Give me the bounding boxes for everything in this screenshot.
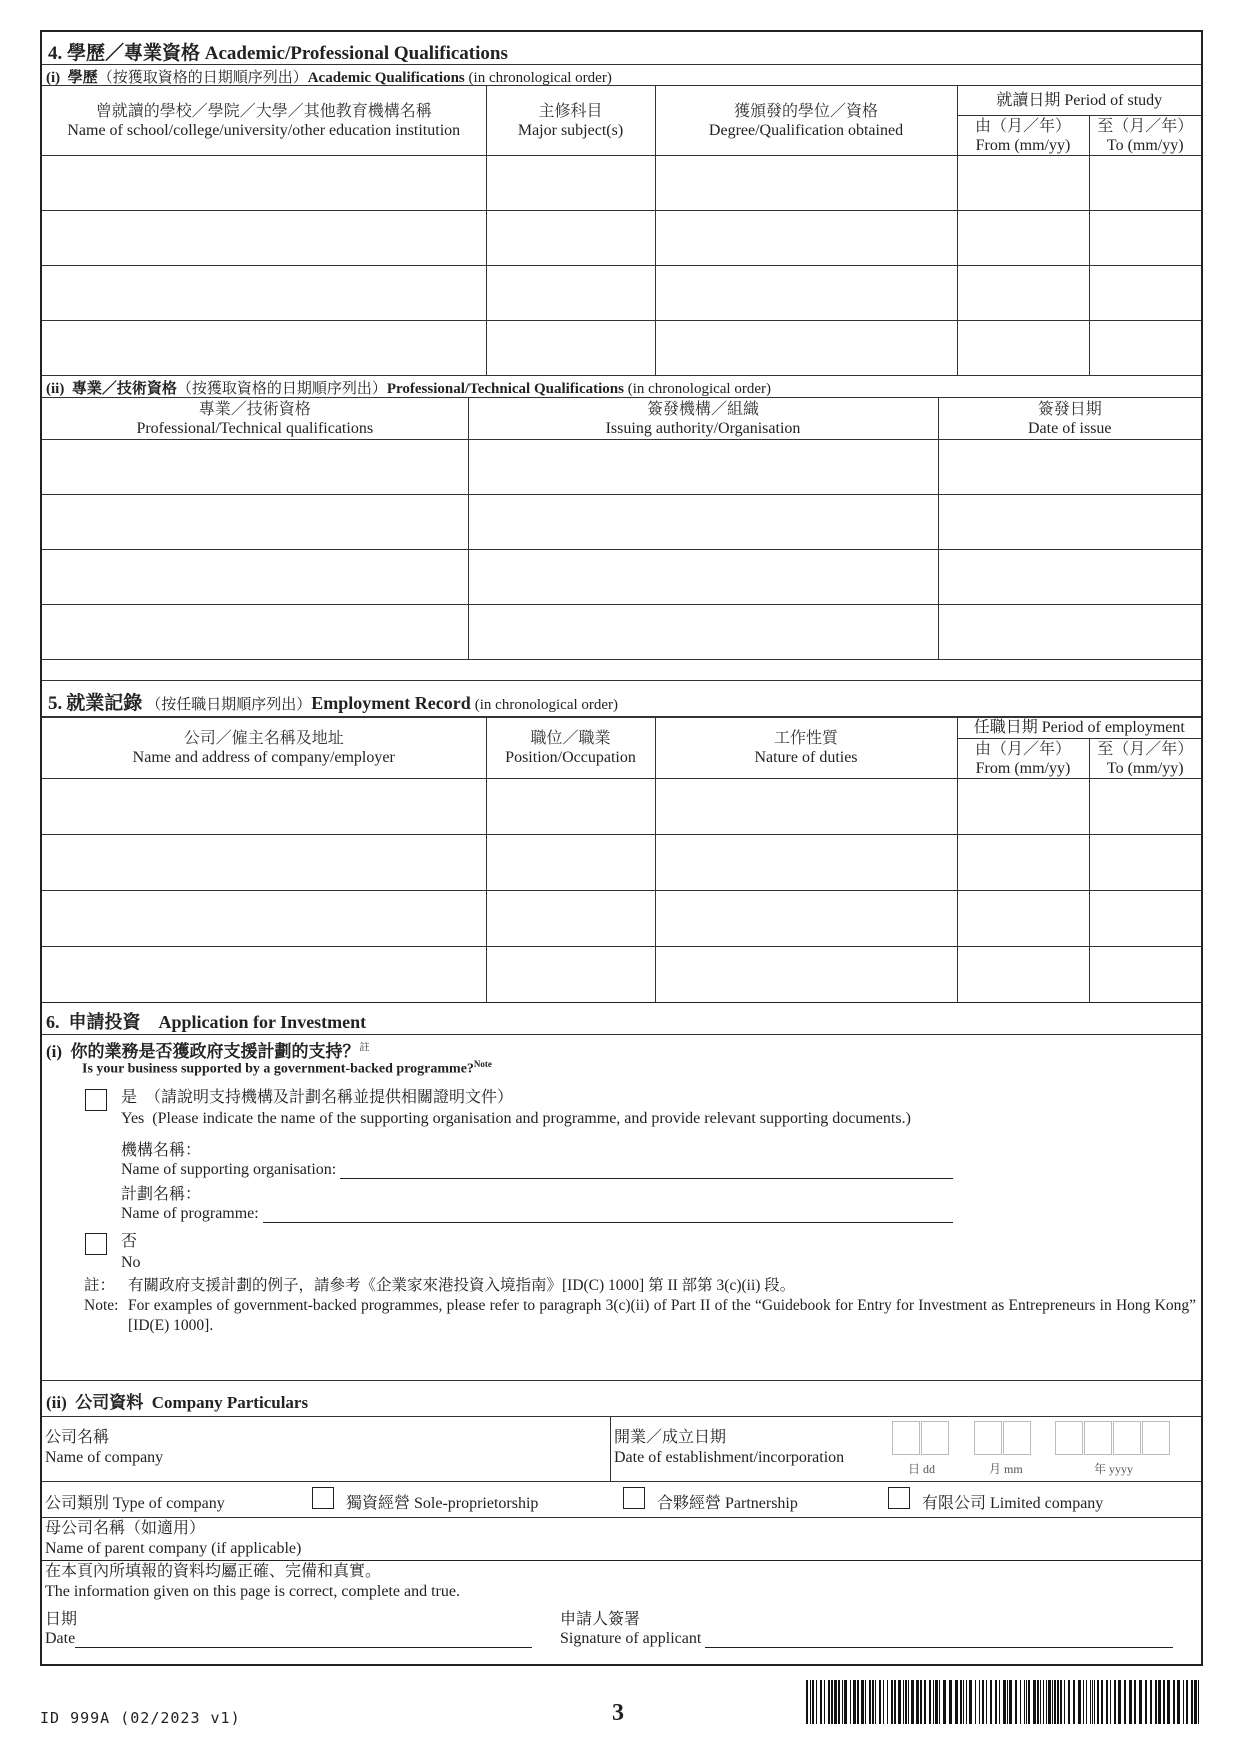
professional-input-authority[interactable]	[468, 440, 938, 495]
table-row	[42, 891, 1201, 947]
partnership-label: 合夥經營 Partnership	[657, 1495, 798, 1512]
academic-col-to: 至（月／年） To (mm/yy)	[1089, 116, 1201, 156]
note-label-zh: 註：	[84, 1277, 116, 1294]
employment-input-from[interactable]	[957, 779, 1089, 835]
signature-label-en: Signature of applicant	[560, 1630, 702, 1647]
section-4ii-title-zh: 專業／技術資格	[71, 381, 177, 397]
establishment-label-zh: 開業／成立日期	[614, 1429, 727, 1446]
page-number: 3	[612, 1700, 624, 1726]
professional-table	[42, 397, 1201, 660]
limited-company-checkbox[interactable]	[888, 1487, 910, 1509]
table-row	[42, 779, 1201, 835]
note-text-zh: 有關政府支援計劃的例子，請參考《企業家來港投資入境指南》[ID(C) 1000] 第 II 部第 3(c)(ii) 段。	[128, 1277, 796, 1294]
yes-label-en: Yes (Please indicate the name of the supporting organisation and programme, and provide relevant supporting documents.)	[121, 1110, 911, 1127]
academic-input-to[interactable]	[1089, 211, 1201, 266]
sole-proprietorship-checkbox[interactable]	[312, 1487, 334, 1509]
employment-input-duties[interactable]	[655, 947, 957, 1003]
employment-input-position[interactable]	[486, 891, 655, 947]
section-4ii-header	[42, 375, 1201, 398]
section-4i-title-en: Academic Qualifications	[307, 70, 465, 86]
parent-company-row[interactable]	[42, 1517, 1201, 1561]
employment-input-company[interactable]	[42, 835, 486, 891]
programme-label-zh: 計劃名稱：	[121, 1186, 202, 1203]
professional-input-authority[interactable]	[468, 550, 938, 605]
declaration-zh: 在本頁內所填報的資料均屬正確、完備和真實。	[45, 1563, 382, 1580]
academic-table	[42, 85, 1201, 376]
professional-col-date: 簽發日期 Date of issue	[938, 398, 1201, 440]
employment-input-duties[interactable]	[655, 835, 957, 891]
company-type-row	[42, 1481, 1201, 1518]
employment-input-company[interactable]	[42, 891, 486, 947]
academic-input-major[interactable]	[486, 321, 655, 376]
section-4i-note-en: (in chronological order)	[468, 70, 612, 86]
question-note-mark-en: Note	[473, 1059, 492, 1069]
section-6ii-number: (ii)	[46, 1393, 67, 1412]
no-label-zh: 否	[121, 1233, 138, 1250]
employment-input-from[interactable]	[957, 947, 1089, 1003]
section-6-number: 6.	[46, 1012, 60, 1032]
table-row	[42, 835, 1201, 891]
section-4ii-number: (ii)	[46, 381, 65, 397]
table-row	[42, 211, 1201, 266]
employment-input-duties[interactable]	[655, 779, 957, 835]
academic-input-from[interactable]	[957, 211, 1089, 266]
academic-input-to[interactable]	[1089, 321, 1201, 376]
parent-company-label-en: Name of parent company (if applicable)	[45, 1540, 302, 1557]
date-input[interactable]	[75, 1631, 532, 1648]
table-row	[42, 440, 1201, 495]
section-6ii-header	[42, 1380, 1201, 1417]
academic-col-from: 由（月／年） From (mm/yy)	[957, 116, 1089, 156]
company-type-label: 公司類別 Type of company	[45, 1495, 225, 1512]
employment-input-to[interactable]	[1089, 947, 1201, 1003]
question-en: Is your business supported by a government-backed programme?	[82, 1061, 474, 1077]
employment-input-to[interactable]	[1089, 891, 1201, 947]
no-label-en: No	[121, 1254, 141, 1271]
employment-input-company[interactable]	[42, 947, 486, 1003]
programme-input[interactable]	[263, 1206, 953, 1223]
section-4-title-en: Academic/Professional Qualifications	[204, 43, 508, 64]
professional-input-date[interactable]	[938, 605, 1201, 660]
section-4i-header	[42, 64, 1201, 86]
section-4i-number: (i)	[46, 70, 61, 86]
employment-input-position[interactable]	[486, 779, 655, 835]
table-row	[42, 321, 1201, 376]
barcode-icon	[806, 1680, 1201, 1724]
academic-input-institution[interactable]	[42, 321, 486, 376]
org-input[interactable]	[340, 1162, 953, 1179]
table-row	[42, 605, 1201, 660]
employment-col-company: 公司／僱主名稱及地址 Name and address of company/employer	[42, 717, 486, 779]
parent-company-label-zh: 母公司名稱（如適用）	[45, 1520, 206, 1537]
section-4ii-title-en: Professional/Technical Qualifications	[386, 381, 624, 397]
partnership-checkbox[interactable]	[623, 1487, 645, 1509]
professional-input-qualification[interactable]	[42, 440, 468, 495]
section-4i-title-zh: 學歷	[67, 70, 98, 86]
signature-label-zh: 申請人簽署	[560, 1611, 641, 1628]
employment-input-from[interactable]	[957, 835, 1089, 891]
establishment-label-en: Date of establishment/incorporation	[614, 1449, 845, 1466]
section-4-title-zh: 學歷／專業資格	[67, 43, 201, 64]
professional-input-qualification[interactable]	[42, 550, 468, 605]
org-label-zh: 機構名稱：	[121, 1142, 202, 1159]
professional-col-authority: 簽發機構／組織 Issuing authority/Organisation	[468, 398, 938, 440]
table-row	[42, 495, 1201, 550]
employment-input-position[interactable]	[486, 947, 655, 1003]
date-label-en: Date	[45, 1630, 76, 1647]
section-4ii-note-en: (in chronological order)	[627, 381, 771, 397]
sole-proprietorship-label: 獨資經營 Sole-proprietorship	[346, 1495, 539, 1512]
academic-input-major[interactable]	[486, 266, 655, 321]
academic-input-institution[interactable]	[42, 266, 486, 321]
table-row	[42, 156, 1201, 211]
employment-input-from[interactable]	[957, 891, 1089, 947]
academic-input-from[interactable]	[957, 266, 1089, 321]
company-name-field[interactable]	[42, 1416, 611, 1481]
professional-input-authority[interactable]	[468, 605, 938, 660]
employment-input-to[interactable]	[1089, 835, 1201, 891]
academic-col-period: 就讀日期 Period of study	[957, 86, 1201, 116]
date-yyyy-label: 年 yyyy	[1094, 1462, 1134, 1476]
org-label-en: Name of supporting organisation:	[121, 1161, 337, 1178]
employment-col-duties: 工作性質 Nature of duties	[655, 717, 957, 779]
academic-input-degree[interactable]	[655, 156, 957, 211]
signature-input[interactable]	[705, 1631, 1173, 1648]
employment-col-position: 職位／職業 Position/Occupation	[486, 717, 655, 779]
date-yyyy-boxes[interactable]	[1055, 1421, 1171, 1460]
professional-input-qualification[interactable]	[42, 605, 468, 660]
academic-input-to[interactable]	[1089, 266, 1201, 321]
date-mm-label: 月 mm	[989, 1462, 1023, 1476]
section-6ii-title-zh: 公司資料	[75, 1393, 144, 1412]
employment-col-to: 至（月／年） To (mm/yy)	[1089, 739, 1201, 779]
professional-input-authority[interactable]	[468, 495, 938, 550]
professional-col-qualification: 專業／技術資格 Professional/Technical qualifications	[42, 398, 468, 440]
section-5-note-zh: （按任職日期順序列出）	[146, 697, 312, 713]
employment-input-position[interactable]	[486, 835, 655, 891]
academic-input-institution[interactable]	[42, 156, 486, 211]
professional-input-qualification[interactable]	[42, 495, 468, 550]
question-zh: 你的業務是否獲政府支援計劃的支持？	[70, 1042, 360, 1061]
table-row	[42, 266, 1201, 321]
section-6ii-title-en: Company Particulars	[151, 1393, 309, 1412]
declaration-en: The information given on this page is correct, complete and true.	[45, 1583, 460, 1600]
section-4i-note-zh: （按獲取資格的日期順序列出）	[97, 70, 308, 86]
company-name-label-en: Name of company	[45, 1449, 164, 1466]
section-6-title-en: Application for Investment	[158, 1012, 367, 1032]
academic-col-degree: 獲頒發的學位／資格 Degree/Qualification obtained	[655, 86, 957, 156]
employment-input-to[interactable]	[1089, 779, 1201, 835]
section-6i-number: (i)	[46, 1042, 63, 1061]
section-4ii-note-zh: （按獲取資格的日期順序列出）	[176, 381, 387, 397]
form-frame	[40, 30, 1203, 1666]
section-6i	[42, 1033, 1201, 1381]
academic-input-degree[interactable]	[655, 211, 957, 266]
academic-input-institution[interactable]	[42, 211, 486, 266]
note-label-en: Note:	[84, 1297, 119, 1314]
section-5-number: 5.	[48, 693, 63, 714]
academic-input-degree[interactable]	[655, 321, 957, 376]
academic-input-from[interactable]	[957, 321, 1089, 376]
academic-input-from[interactable]	[957, 156, 1089, 211]
no-checkbox[interactable]	[85, 1233, 107, 1255]
academic-input-major[interactable]	[486, 211, 655, 266]
question-note-mark-zh: 註	[359, 1042, 370, 1054]
section-4-number: 4.	[48, 43, 63, 64]
company-name-label-zh: 公司名稱	[45, 1429, 110, 1446]
section-5-header	[42, 680, 1201, 718]
date-mm-boxes[interactable]	[974, 1421, 1032, 1460]
note-block	[84, 1276, 1196, 1336]
section-6-header	[42, 1002, 1201, 1035]
academic-col-major: 主修科目 Major subject(s)	[486, 86, 655, 156]
professional-input-date[interactable]	[938, 440, 1201, 495]
academic-input-major[interactable]	[486, 156, 655, 211]
limited-company-label: 有限公司 Limited company	[922, 1495, 1104, 1512]
employment-input-company[interactable]	[42, 779, 486, 835]
academic-input-degree[interactable]	[655, 266, 957, 321]
academic-input-to[interactable]	[1089, 156, 1201, 211]
date-dd-label: 日 dd	[908, 1462, 936, 1476]
section-5-title-en: Employment Record	[311, 693, 471, 713]
table-row	[42, 550, 1201, 605]
section-5-note-en: (in chronological order)	[474, 697, 619, 713]
date-label-zh: 日期	[45, 1611, 78, 1628]
employment-input-duties[interactable]	[655, 891, 957, 947]
professional-input-date[interactable]	[938, 495, 1201, 550]
form-code: ID 999A (02/2023 v1)	[40, 1709, 241, 1727]
employment-col-from: 由（月／年） From (mm/yy)	[957, 739, 1089, 779]
yes-label-zh: 是 （請說明支持機構及計劃名稱並提供相關證明文件）	[121, 1089, 514, 1106]
company-name-row	[42, 1416, 1201, 1482]
employment-table	[42, 716, 1201, 1003]
yes-checkbox[interactable]	[85, 1089, 107, 1111]
section-5-title-zh: 就業記錄	[66, 693, 143, 714]
programme-label-en: Name of programme:	[121, 1205, 259, 1222]
table-row	[42, 947, 1201, 1003]
professional-input-date[interactable]	[938, 550, 1201, 605]
section-6-title-zh: 申請投資	[68, 1012, 141, 1032]
date-dd-boxes[interactable]	[892, 1421, 950, 1460]
note-text-en: For examples of government-backed programmes, please refer to paragraph 3(c)(ii) of Part II of the “Guidebook for Entry for Investment as Entrepreneurs in Hong Kong” [ID(E) 1000].	[128, 1297, 1196, 1334]
employment-col-period: 任職日期 Period of employment	[957, 717, 1201, 739]
section-4-header	[42, 32, 1201, 65]
academic-col-institution: 曾就讀的學校／學院／大學／其他教育機構名稱 Name of school/college/university/other education institution	[42, 86, 486, 156]
